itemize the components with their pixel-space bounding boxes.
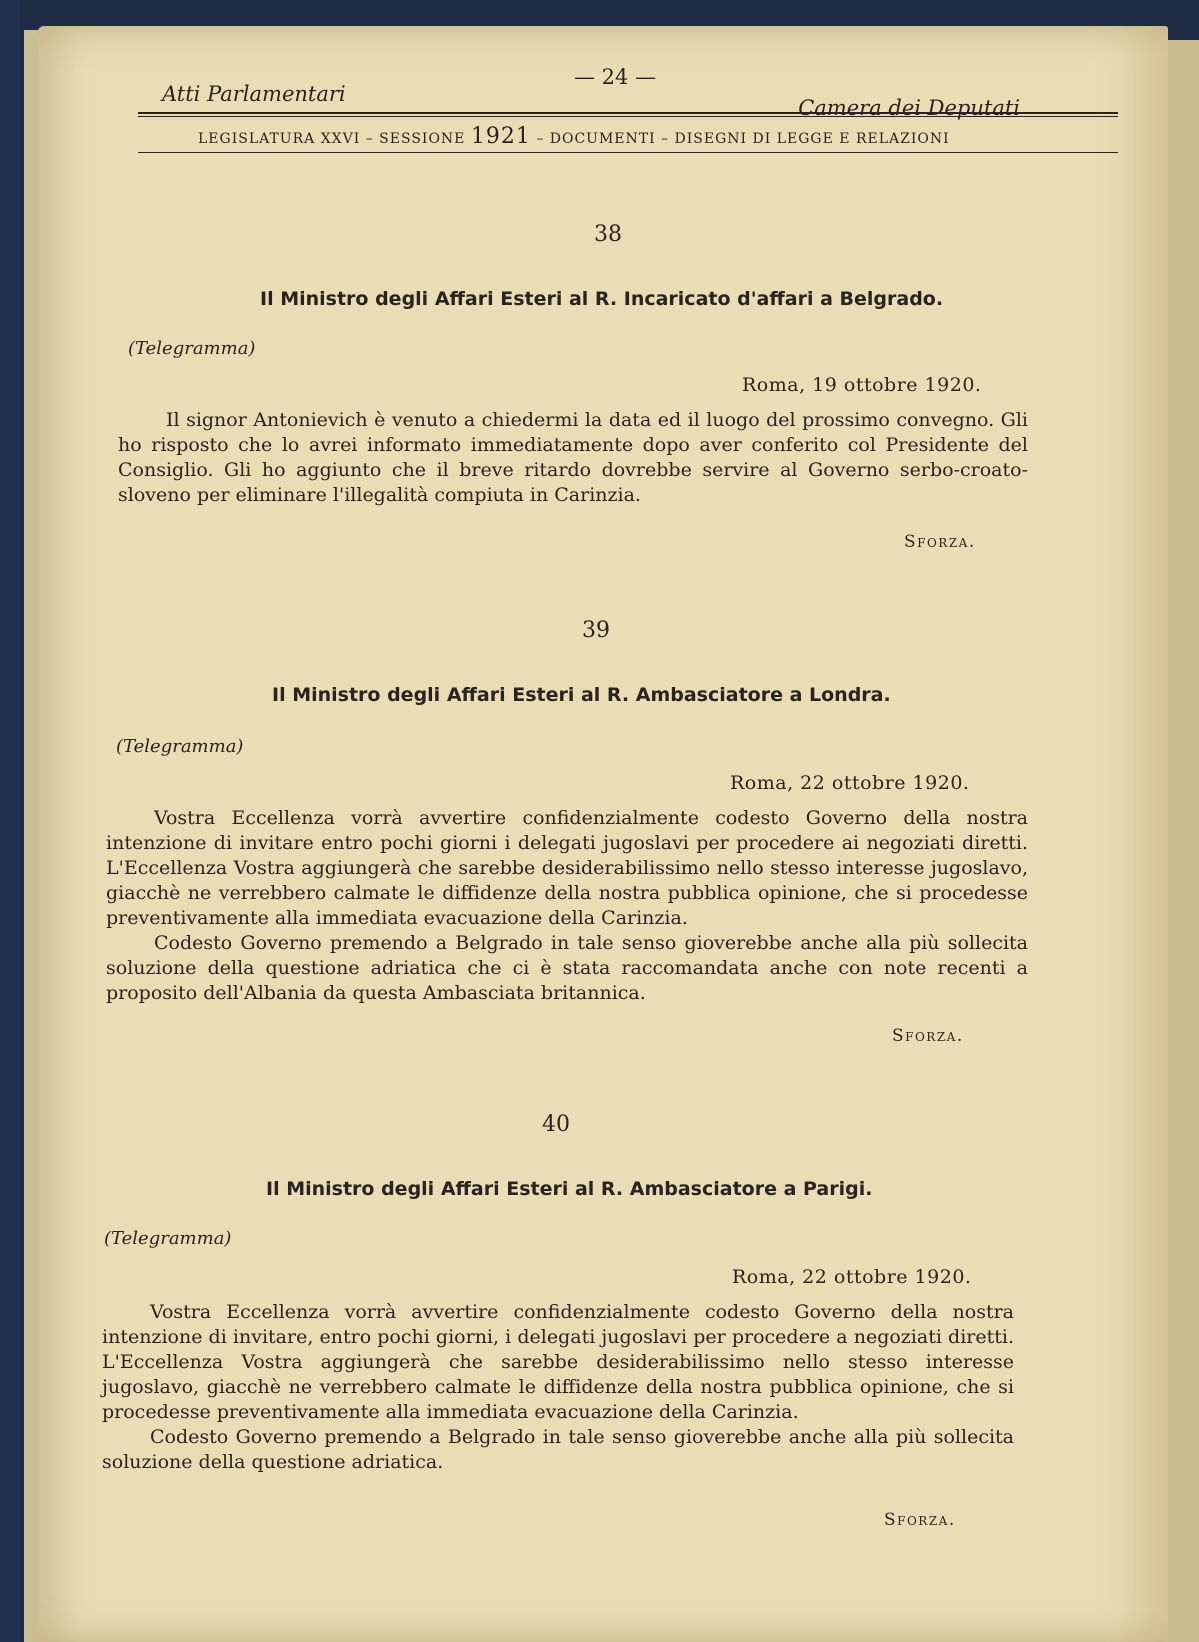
header-right: Camera dei Deputati bbox=[798, 96, 1020, 120]
page-number: — 24 — bbox=[574, 65, 657, 89]
doc-body bbox=[106, 806, 1028, 1006]
doc-signature: Sforza. bbox=[892, 1026, 964, 1046]
doc-body bbox=[102, 1300, 1014, 1475]
header-rule-thin bbox=[138, 116, 1118, 117]
doc-signature: Sforza. bbox=[904, 532, 976, 552]
doc-date: Roma, 22 ottobre 1920. bbox=[730, 772, 970, 794]
doc-paragraph: Vostra Eccellenza vorrà avvertire confidenzialmente codesto Governo della nostra intenzione di invitare, entro pochi giorni, i delegati jugoslavi per procedere a negoziati diretti. L'Eccellenza Vostra aggiungerà che sarebbe desiderabilissimo nello stesso interesse jugoslavo, giacchè ne verrebbero calmate le diffidenze della nostra pubblica opinione, che si procedesse preventivamente alla immediata evacuazione della Carinzia. bbox=[102, 1301, 1014, 1423]
doc-date: Roma, 22 ottobre 1920. bbox=[732, 1266, 972, 1288]
doc-paragraph: Il signor Antonievich è venuto a chiedermi la data ed il luogo del prossimo convegno. Gli ho risposto che lo avrei informato immediatamente dopo aver conferito col Presidente del Consiglio. Gli ho aggiunto che il breve ritardo dovrebbe servire al Governo serbo-croato-sloveno per eliminare l'illegalità compiuta in Carinzia. bbox=[118, 409, 1028, 506]
doc-number: 38 bbox=[594, 222, 622, 247]
doc-number: 39 bbox=[582, 618, 610, 643]
doc-body bbox=[118, 408, 1028, 508]
doc-paragraph: Vostra Eccellenza vorrà avvertire confidenzialmente codesto Governo della nostra intenzione di invitare entro pochi giorni i delegati jugoslavi per procedere ai negoziati diretti. L'Eccellenza Vostra aggiungerà che sarebbe desiderabilissimo nello stesso interesse jugoslavo, giacchè ne verrebbero calmate le diffidenze della nostra pubblica opinione, che si procedesse preventivamente alla immediata evacuazione della Carinzia. bbox=[106, 807, 1028, 929]
doc-date: Roma, 19 ottobre 1920. bbox=[742, 374, 982, 396]
doc-type: (Telegramma) bbox=[128, 338, 256, 359]
doc-signature: Sforza. bbox=[884, 1510, 956, 1530]
scan-background bbox=[0, 0, 20, 1642]
subheader-rule bbox=[138, 152, 1118, 153]
document-page bbox=[38, 26, 1168, 1642]
doc-number: 40 bbox=[542, 1112, 570, 1137]
doc-paragraph: Codesto Governo premendo a Belgrado in tale senso gioverebbe anche alla più sollecita soluzione della questione adriatica che ci è stata raccomandata anche con note recenti a proposito dell'Albania da questa Ambasciata britannica. bbox=[106, 932, 1028, 1004]
header-subtitle-year: 1921 bbox=[470, 124, 531, 149]
doc-title: Il Ministro degli Affari Esteri al R. Incaricato d'affari a Belgrado. bbox=[260, 288, 944, 310]
doc-title: Il Ministro degli Affari Esteri al R. Ambasciatore a Londra. bbox=[272, 684, 891, 706]
header-subtitle bbox=[198, 124, 950, 149]
doc-type: (Telegramma) bbox=[104, 1228, 232, 1249]
header-subtitle-pre: LEGISLATURA XXVI – SESSIONE bbox=[198, 131, 466, 147]
header-subtitle-post: – DOCUMENTI – DISEGNI DI LEGGE E RELAZIONI bbox=[536, 131, 950, 147]
doc-type: (Telegramma) bbox=[116, 736, 244, 757]
doc-title: Il Ministro degli Affari Esteri al R. Ambasciatore a Parigi. bbox=[266, 1178, 873, 1200]
doc-paragraph: Codesto Governo premendo a Belgrado in tale senso gioverebbe anche alla più sollecita soluzione della questione adriatica. bbox=[102, 1426, 1014, 1473]
header-rule bbox=[138, 112, 1118, 114]
header-left: Atti Parlamentari bbox=[162, 82, 346, 106]
